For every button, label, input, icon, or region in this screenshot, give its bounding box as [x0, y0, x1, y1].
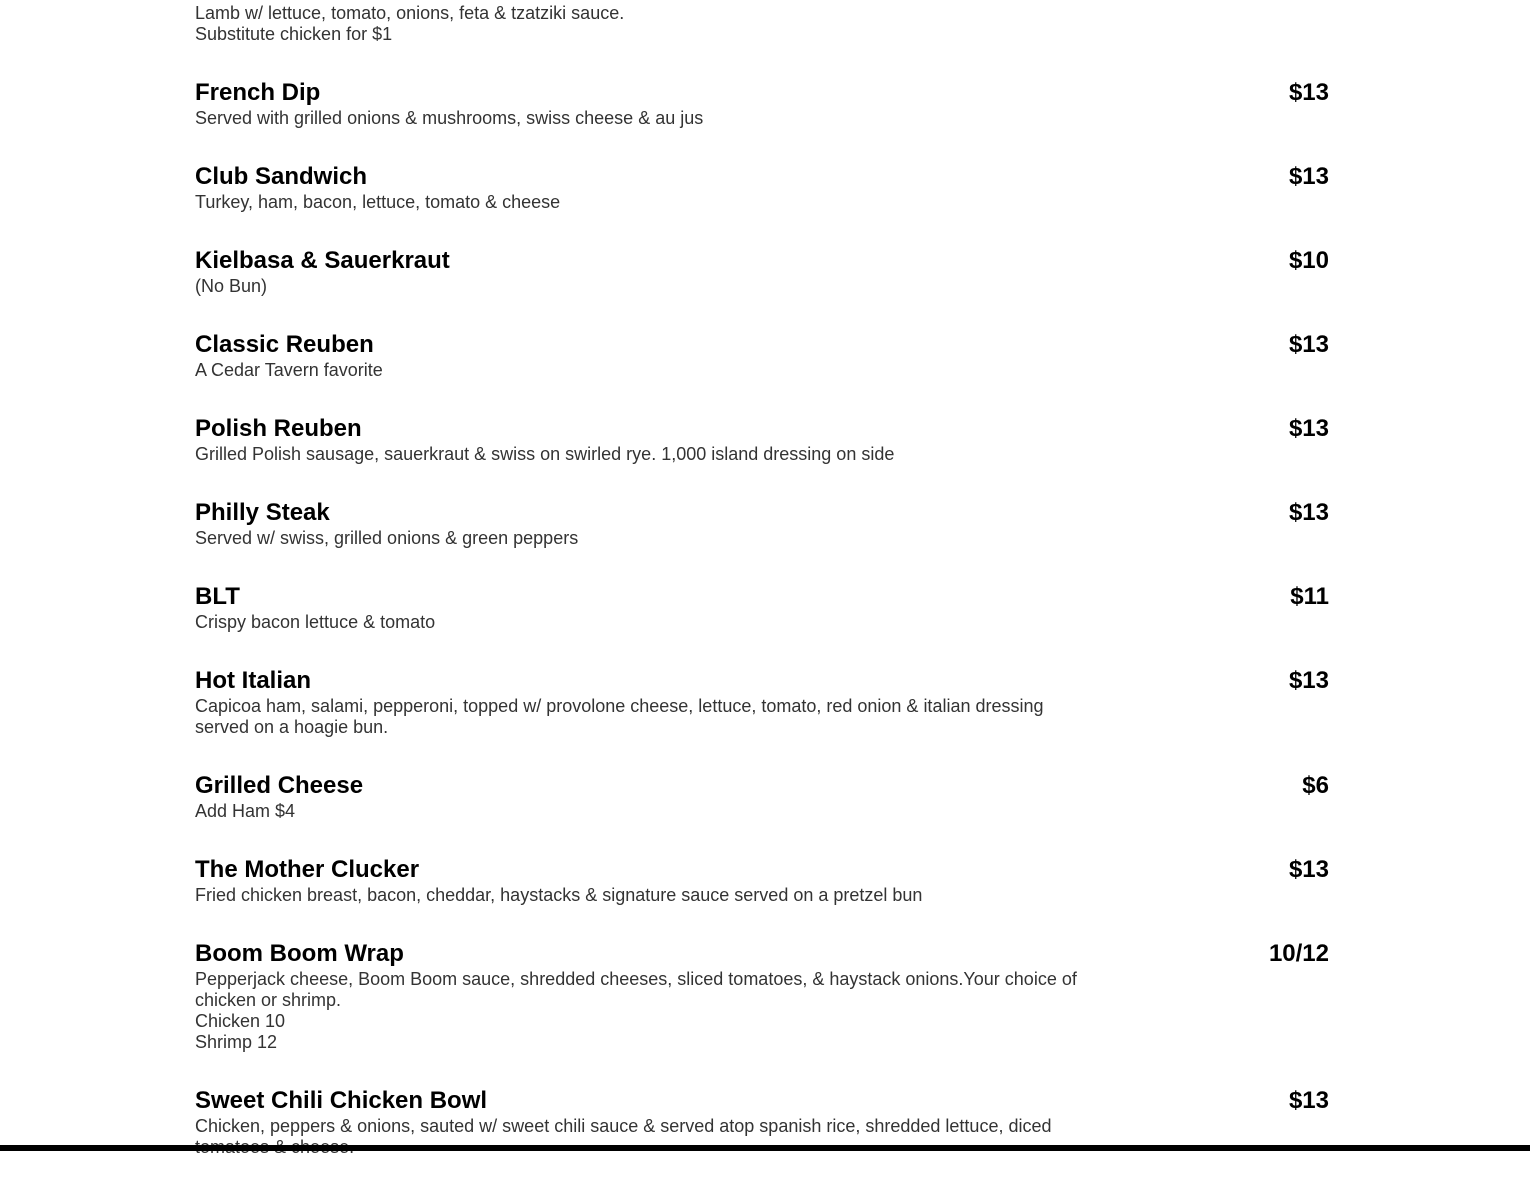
menu-item-price: $10	[1288, 247, 1329, 274]
menu-item	[195, 771, 1329, 822]
menu-item-price: $13	[1288, 856, 1329, 883]
menu-item-description-line: served on a hoagie bun.	[195, 717, 389, 737]
menu-item-description-line: Chicken 10	[195, 1011, 286, 1031]
menu-item-description-line: Turkey, ham, bacon, lettuce, tomato & cheese	[195, 192, 561, 212]
menu-item-name: The Mother Clucker	[195, 856, 420, 883]
menu-item-description	[195, 528, 1095, 549]
menu-item-description-line: Add Ham $4	[195, 801, 296, 821]
menu-item-price: $13	[1288, 667, 1329, 694]
menu-item-name: Grilled Cheese	[195, 772, 364, 799]
menu-item	[195, 246, 1329, 297]
menu-item-description-line: Pepperjack cheese, Boom Boom sauce, shredded cheeses, sliced tomatoes, & haystack onions.Your choice of	[195, 969, 1077, 989]
menu-item-description	[195, 192, 1095, 213]
menu-item-description	[195, 444, 1095, 465]
menu-item-description	[195, 360, 1095, 381]
menu-item-description	[195, 276, 1095, 297]
menu-item-name: Kielbasa & Sauerkraut	[195, 247, 450, 274]
menu-item	[195, 0, 1329, 45]
menu-item-price: $13	[1288, 1087, 1329, 1114]
menu-item	[195, 939, 1329, 1053]
menu-item	[195, 666, 1329, 738]
menu-item-price: $13	[1288, 331, 1329, 358]
menu-item-description-line: (No Bun)	[195, 276, 268, 296]
menu-item	[195, 78, 1329, 129]
menu-item-price: $13	[1288, 79, 1329, 106]
menu-item-price: $11	[1290, 583, 1329, 610]
footer-bar	[0, 1145, 1530, 1151]
menu-item-description-line: Served with grilled onions & mushrooms, swiss cheese & au jus	[195, 108, 704, 128]
menu-item	[195, 330, 1329, 381]
menu-item-name: Sweet Chili Chicken Bowl	[195, 1087, 488, 1114]
menu-item-price: $13	[1288, 415, 1329, 442]
menu-item-description-line: Substitute chicken for $1	[195, 24, 393, 44]
menu-item-description	[195, 885, 1095, 906]
menu-item-name: French Dip	[195, 79, 321, 106]
menu-item-price: $13	[1288, 499, 1329, 526]
menu-item-description-line: chicken or shrimp.	[195, 990, 342, 1010]
menu-item-price: $13	[1288, 163, 1329, 190]
menu-item-description	[195, 969, 1095, 1053]
menu-item	[195, 498, 1329, 549]
menu-item-description-line: A Cedar Tavern favorite	[195, 360, 383, 380]
menu-item-description	[195, 612, 1095, 633]
menu-item-price: $6	[1302, 772, 1329, 799]
menu-item-name: Boom Boom Wrap	[195, 940, 404, 967]
menu-item-description-line: Crispy bacon lettuce & tomato	[195, 612, 436, 632]
menu-item-description	[195, 696, 1095, 738]
menu-item-description-line: Served w/ swiss, grilled onions & green peppers	[195, 528, 579, 548]
menu-item-description-line: Grilled Polish sausage, sauerkraut & swiss on swirled rye. 1,000 island dressing on side	[195, 444, 895, 464]
menu-item-name: Classic Reuben	[195, 331, 374, 358]
menu-item-description	[195, 1116, 1095, 1158]
menu-item	[195, 414, 1329, 465]
menu-item-description-line: Capicoa ham, salami, pepperoni, topped w/ provolone cheese, lettuce, tomato, red onion & italian dressing	[195, 696, 1044, 716]
menu-item-name: Club Sandwich	[195, 163, 368, 190]
menu-item-name: Philly Steak	[195, 499, 330, 526]
menu-item-description	[195, 3, 1095, 45]
menu-item-name: Polish Reuben	[195, 415, 362, 442]
menu-item-name: BLT	[195, 583, 240, 610]
menu-item-description	[195, 801, 1095, 822]
menu-list	[195, 0, 1329, 1191]
menu-item-name: Hot Italian	[195, 667, 312, 694]
menu-item	[195, 582, 1329, 633]
menu-item-description-line: Chicken, peppers & onions, sauted w/ sweet chili sauce & served atop spanish rice, shredded lettuce, diced	[195, 1116, 1052, 1136]
menu-item-description-line: Lamb w/ lettuce, tomato, onions, feta & tzatziki sauce.	[195, 3, 625, 23]
menu-item-description-line: Fried chicken breast, bacon, cheddar, haystacks & signature sauce served on a pretzel bun	[195, 885, 923, 905]
menu-item-description-line: Shrimp 12	[195, 1032, 278, 1052]
menu-item	[195, 855, 1329, 906]
menu-item-price: 10/12	[1268, 940, 1329, 967]
menu-item-price	[1289, 0, 1329, 3]
menu-item	[195, 162, 1329, 213]
menu-item-description	[195, 108, 1095, 129]
